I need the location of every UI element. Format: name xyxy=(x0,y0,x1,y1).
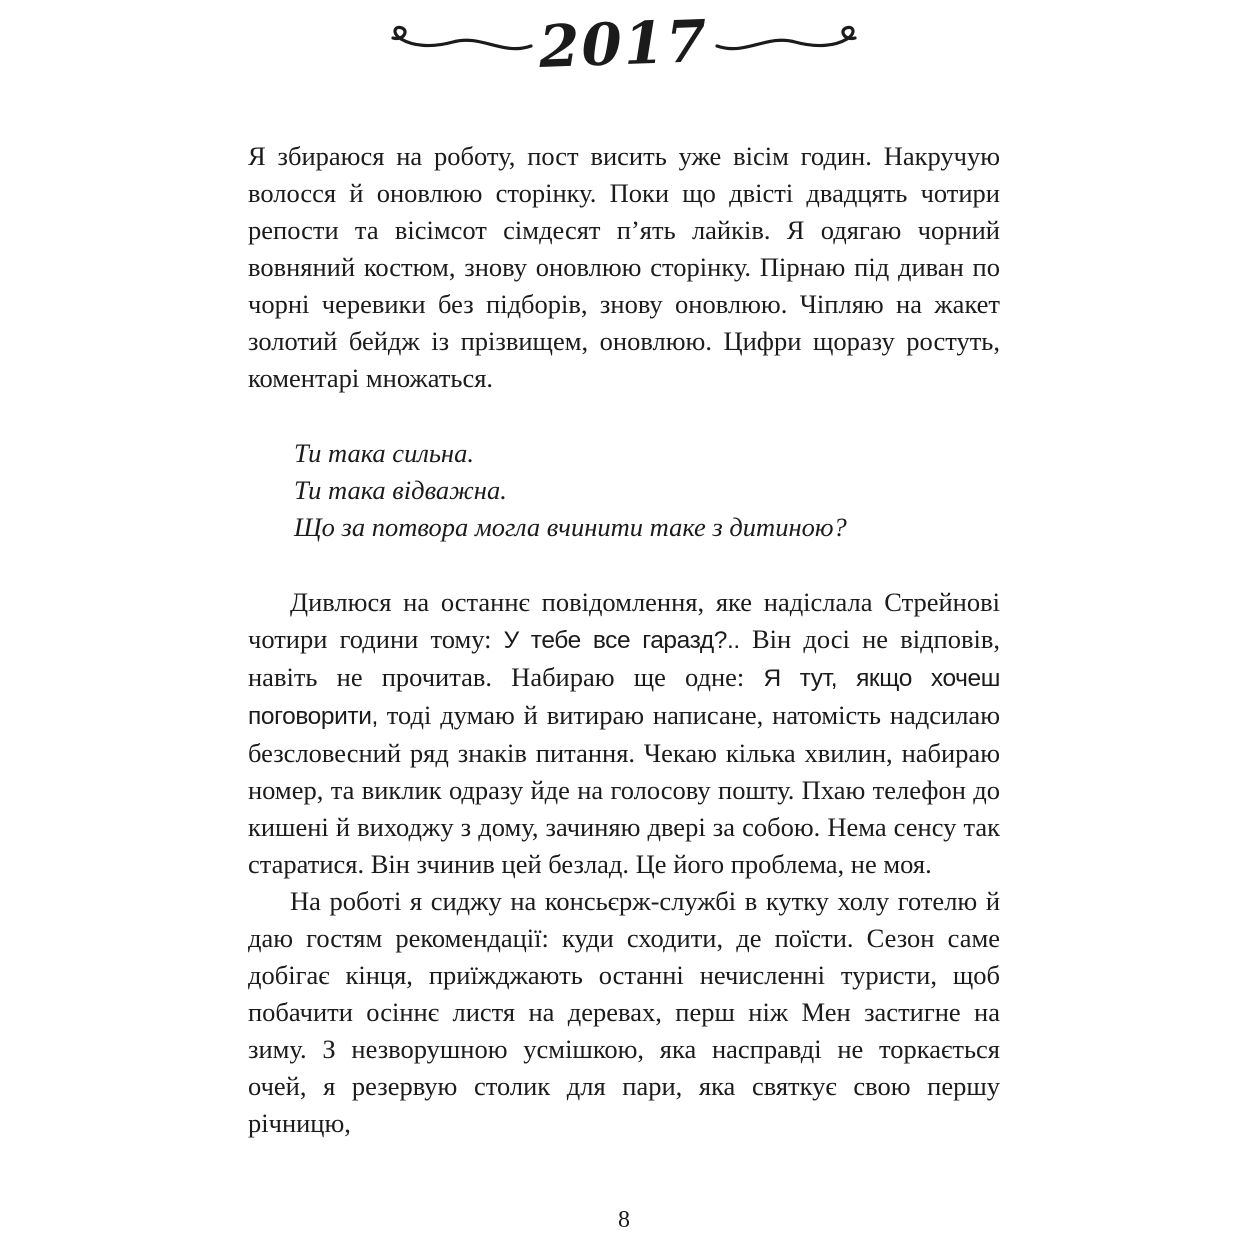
quote-line: Ти така відважна. xyxy=(294,475,507,505)
message-text-1: У тебе все гаразд?.. xyxy=(503,627,740,654)
chapter-year: 2017 xyxy=(538,7,710,81)
quote-line: Ти така сильна. xyxy=(294,438,474,468)
chapter-header xyxy=(0,6,1248,82)
quote-line: Що за потвора могла вчинити таке з дитиною? xyxy=(294,512,847,542)
quote-block xyxy=(248,435,1000,546)
message-text-2: Я тут, якщо хочеш поговорити, xyxy=(248,665,1000,730)
page-number: 8 xyxy=(618,1207,630,1233)
text-block xyxy=(248,138,1000,1142)
paragraph-3: На роботі я сиджу на консьєрж-службі в кутку холу готелю й даю гостям рекомендації: куди сходити, де поїсти. Сезон саме добігає кінця, приїжджають останні нечисленні туристи, щоб побачити осіннє листя на деревах, перш ніж Мен застигне на зиму. З незворушною усмішкою, яка насправді не торкається очей, я резервую столик для пари, яка святкує свою першу річницю, xyxy=(248,886,1000,1138)
flourish-right-icon xyxy=(715,22,865,66)
page-footer xyxy=(0,1207,1248,1248)
paragraph-1: Я збираюся на роботу, пост висить уже вісім годин. Накручую волосся й оновлюю сторінку. Поки що двісті двадцять чотири репости та вісімсот сімдесят п’ять лайків. Я одягаю чорний вовняний костюм, знову оновлюю сторінку. Пірнаю під диван по чорні черевики без підборів, знову оновлюю. Чіпляю на жакет золотий бейдж із прізвищем, оновлюю. Цифри щоразу ростуть, коментарі множаться. xyxy=(248,141,1000,393)
paragraph-2-text: Він досі не відповів, навіть не прочитав. Набираю ще одне: xyxy=(248,624,1000,692)
paragraph-2-text: Дивлюся на останнє повідомлення, яке надіслала Стрейнові чотири години тому: xyxy=(248,587,1000,654)
paragraph-2-text: тоді думаю й витираю написане, натомість надсилаю безсловесний ряд знаків питання. Чекаю кілька хвилин, набираю номер, та виклик одразу йде на голосову пошту. Пхаю телефон до кишені й виходжу з дому, зачиняю двері за собою. Нема сенсу так старатися. Він зчинив цей безлад. Це його проблема, не моя. xyxy=(248,700,1000,879)
flourish-left-icon xyxy=(383,22,533,66)
paragraph-2 xyxy=(248,584,1000,883)
